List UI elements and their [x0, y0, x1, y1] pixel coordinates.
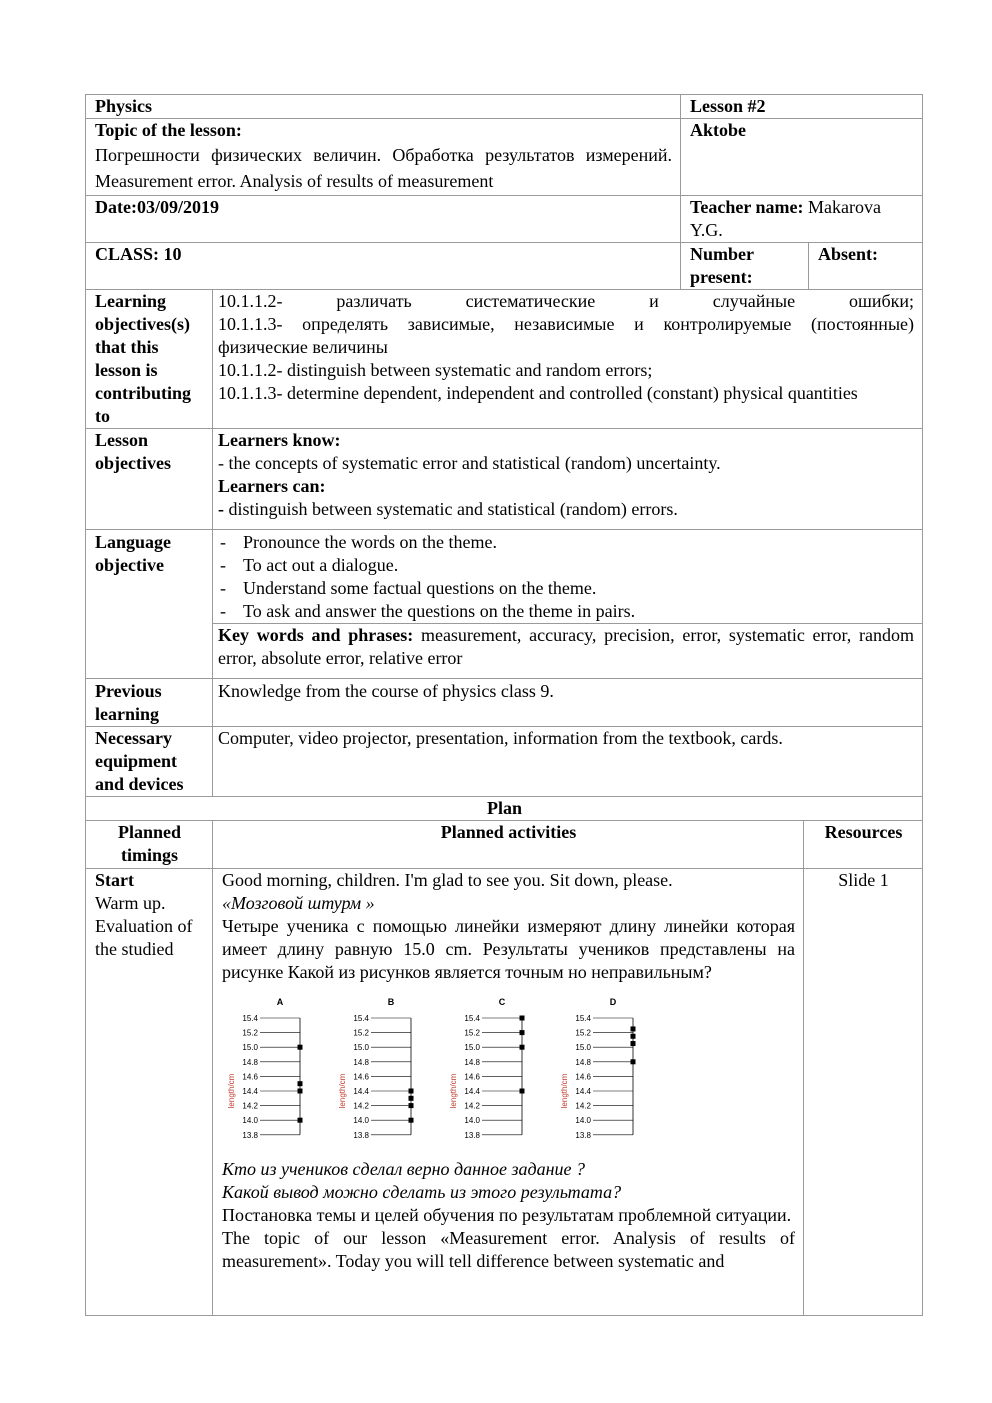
data-point: [298, 1118, 303, 1123]
resource-cell: Slide 1: [804, 869, 923, 1316]
tick-label: 14.2: [464, 1101, 480, 1111]
start-label: Start: [95, 870, 134, 890]
data-point: [409, 1118, 414, 1123]
y-axis-label: length/cm: [227, 1073, 236, 1109]
tick-label: 15.0: [464, 1043, 480, 1053]
tick-label: 14.8: [242, 1057, 258, 1067]
y-axis-label: length/cm: [449, 1073, 458, 1109]
class-row: [86, 243, 923, 290]
data-point: [631, 1041, 636, 1046]
can-label: Learners can:: [218, 476, 326, 496]
col-resources: Resources: [824, 822, 903, 842]
number-present: Number present:: [690, 244, 754, 287]
objective-line: 10.1.1.2- distinguish between systematic and random errors;: [218, 360, 653, 380]
lesson-objectives-label: Lesson objectives: [95, 430, 171, 473]
col-timings: Planned timings: [117, 822, 182, 865]
tick-label: 14.6: [242, 1072, 258, 1082]
equipment-row: [86, 727, 923, 797]
topic-row: [86, 119, 923, 196]
greeting: Good morning, children. I'm glad to see you. Sit down, please.: [222, 870, 673, 890]
panel-label: A: [276, 997, 284, 1007]
tick-label: 14.6: [353, 1072, 369, 1082]
panel-label: D: [609, 997, 617, 1007]
tick-label: 14.2: [353, 1101, 369, 1111]
measurement-figure: [222, 996, 795, 1152]
previous-learning-label: Previous learning: [95, 681, 162, 724]
keywords-label: Key words and phrases:: [218, 625, 414, 645]
tick-label: 14.4: [353, 1087, 369, 1096]
lesson-plan: [85, 94, 922, 1316]
tick-label: 13.8: [464, 1130, 480, 1140]
plan-title-row: [86, 797, 923, 821]
can-dash: -: [218, 499, 224, 519]
data-point: [520, 1016, 525, 1021]
lesson-number: Lesson #2: [690, 96, 766, 116]
tick-label: 14.4: [242, 1087, 258, 1096]
data-point: [298, 1081, 303, 1086]
header-row: [86, 95, 923, 119]
learning-objectives-label: Learning objectives(s) that this lesson is contributing to: [95, 291, 192, 426]
tick-label: 14.6: [464, 1072, 480, 1082]
tick-label: 14.2: [242, 1101, 258, 1111]
objective-line: 10.1.1.3- определять зависимые, независимые и контролируемые (постоянные) физические величины: [218, 314, 915, 357]
tick-label: 15.4: [464, 1014, 480, 1023]
data-point: [631, 1034, 636, 1039]
tick-label: 14.2: [575, 1101, 591, 1111]
tick-label: 15.0: [353, 1043, 369, 1053]
language-objective-list: [218, 531, 914, 623]
equipment-label: Necessary equipment and devices: [95, 728, 184, 794]
objective-line: 10.1.1.2- различать систематические и случайные ошибки;: [218, 291, 915, 311]
tick-label: 15.2: [242, 1028, 258, 1038]
list-item: - To act out a dialogue.: [218, 554, 914, 577]
language-objective-label: Language objective: [95, 532, 172, 575]
measurement-plots: [222, 996, 662, 1146]
plan-table: [85, 796, 923, 1316]
absent: Absent:: [818, 244, 879, 264]
teacher-label: Teacher name:: [690, 197, 804, 217]
data-point: [631, 1059, 636, 1064]
start-sub: Warm up. Evaluation of the studied: [95, 893, 193, 959]
tick-label: 13.8: [353, 1130, 369, 1140]
language-objective-row: [86, 530, 923, 624]
tick-label: 15.4: [575, 1014, 591, 1023]
can-text: distinguish between systematic and statistical (random) errors.: [224, 499, 678, 519]
lesson-plan-table: [85, 94, 923, 797]
tick-label: 15.2: [464, 1028, 480, 1038]
data-point: [520, 1089, 525, 1094]
brainstorm: «Мозговой штурм »: [222, 893, 375, 913]
equipment-text: Computer, video projector, presentation, information from the textbook, cards.: [213, 727, 923, 797]
data-point: [520, 1045, 525, 1050]
tick-label: 15.0: [575, 1043, 591, 1053]
tick-label: 15.0: [242, 1043, 258, 1053]
data-point: [631, 1026, 636, 1031]
tick-label: 14.8: [464, 1057, 480, 1067]
tick-label: 13.8: [242, 1130, 258, 1140]
previous-learning-text: Knowledge from the course of physics class 9.: [213, 679, 923, 727]
data-point: [409, 1096, 414, 1101]
data-point: [520, 1030, 525, 1035]
data-point: [298, 1089, 303, 1094]
y-axis-label: length/cm: [560, 1073, 569, 1109]
tick-label: 14.8: [353, 1057, 369, 1067]
topic-intro: The topic of our lesson «Measurement error. Analysis of results of measurement». Today you will tell difference between systematic and: [222, 1228, 795, 1271]
know-text: - the concepts of systematic error and statistical (random) uncertainty.: [218, 453, 721, 473]
plan-header-row: [86, 821, 923, 869]
lesson-objectives-row: [86, 429, 923, 530]
list-item: - Pronounce the words on the theme.: [218, 531, 914, 554]
teacher-name: Makarova Y.G.: [690, 197, 881, 240]
task-text: Четыре ученика с помощью линейки измеряют длину линейки которая имеет длину равную 15.0 cm. Результаты учеников представлены на рисунке Какой из рисунков является точным но неправильным?: [222, 916, 795, 982]
tick-label: 13.8: [575, 1130, 591, 1140]
tick-label: 14.0: [575, 1116, 591, 1126]
date-row: [86, 196, 923, 243]
previous-learning-row: [86, 679, 923, 727]
know-label: Learners know:: [218, 430, 341, 450]
panel-label: C: [498, 997, 506, 1007]
class: CLASS: 10: [95, 244, 182, 264]
data-point: [409, 1103, 414, 1108]
panel-label: B: [387, 997, 395, 1007]
tick-label: 14.0: [242, 1116, 258, 1126]
y-axis-label: length/cm: [338, 1073, 347, 1109]
tick-label: 14.8: [575, 1057, 591, 1067]
list-item: - To ask and answer the questions on the theme in pairs.: [218, 600, 914, 623]
tick-label: 15.2: [353, 1028, 369, 1038]
topic-text: Погрешности физических величин. Обработка результатов измерений. Measurement error. Analysis of results of measurement: [95, 145, 673, 191]
school: Aktobe: [690, 120, 747, 140]
topic-label: Topic of the lesson:: [95, 120, 242, 140]
problem-text: Постановка темы и целей обучения по результатам проблемной ситуации.: [222, 1205, 792, 1225]
tick-label: 15.2: [575, 1028, 591, 1038]
tick-label: 14.0: [353, 1116, 369, 1126]
tick-label: 14.0: [464, 1116, 480, 1126]
data-point: [409, 1089, 414, 1094]
question-2: Какой вывод можно сделать из этого результата?: [222, 1182, 622, 1202]
objective-line: 10.1.1.3- determine dependent, independent and controlled (constant) physical quantities: [218, 383, 858, 403]
plan-title: Plan: [486, 798, 522, 818]
keywords-text: measurement, accuracy, precision, error, systematic error, random error, absolute error, relative error: [218, 625, 915, 668]
col-activities: Planned activities: [440, 822, 577, 842]
plan-start-row: [86, 869, 923, 1316]
list-item: - Understand some factual questions on the theme.: [218, 577, 914, 600]
learning-objectives-row: [86, 290, 923, 429]
tick-label: 14.6: [575, 1072, 591, 1082]
tick-label: 15.4: [353, 1014, 369, 1023]
tick-label: 14.4: [575, 1087, 591, 1096]
tick-label: 14.4: [464, 1087, 480, 1096]
subject: Physics: [95, 96, 153, 116]
question-1: Кто из учеников сделал верно данное задание ?: [222, 1159, 586, 1179]
tick-label: 15.4: [242, 1014, 258, 1023]
data-point: [298, 1045, 303, 1050]
date: Date:03/09/2019: [95, 197, 219, 217]
